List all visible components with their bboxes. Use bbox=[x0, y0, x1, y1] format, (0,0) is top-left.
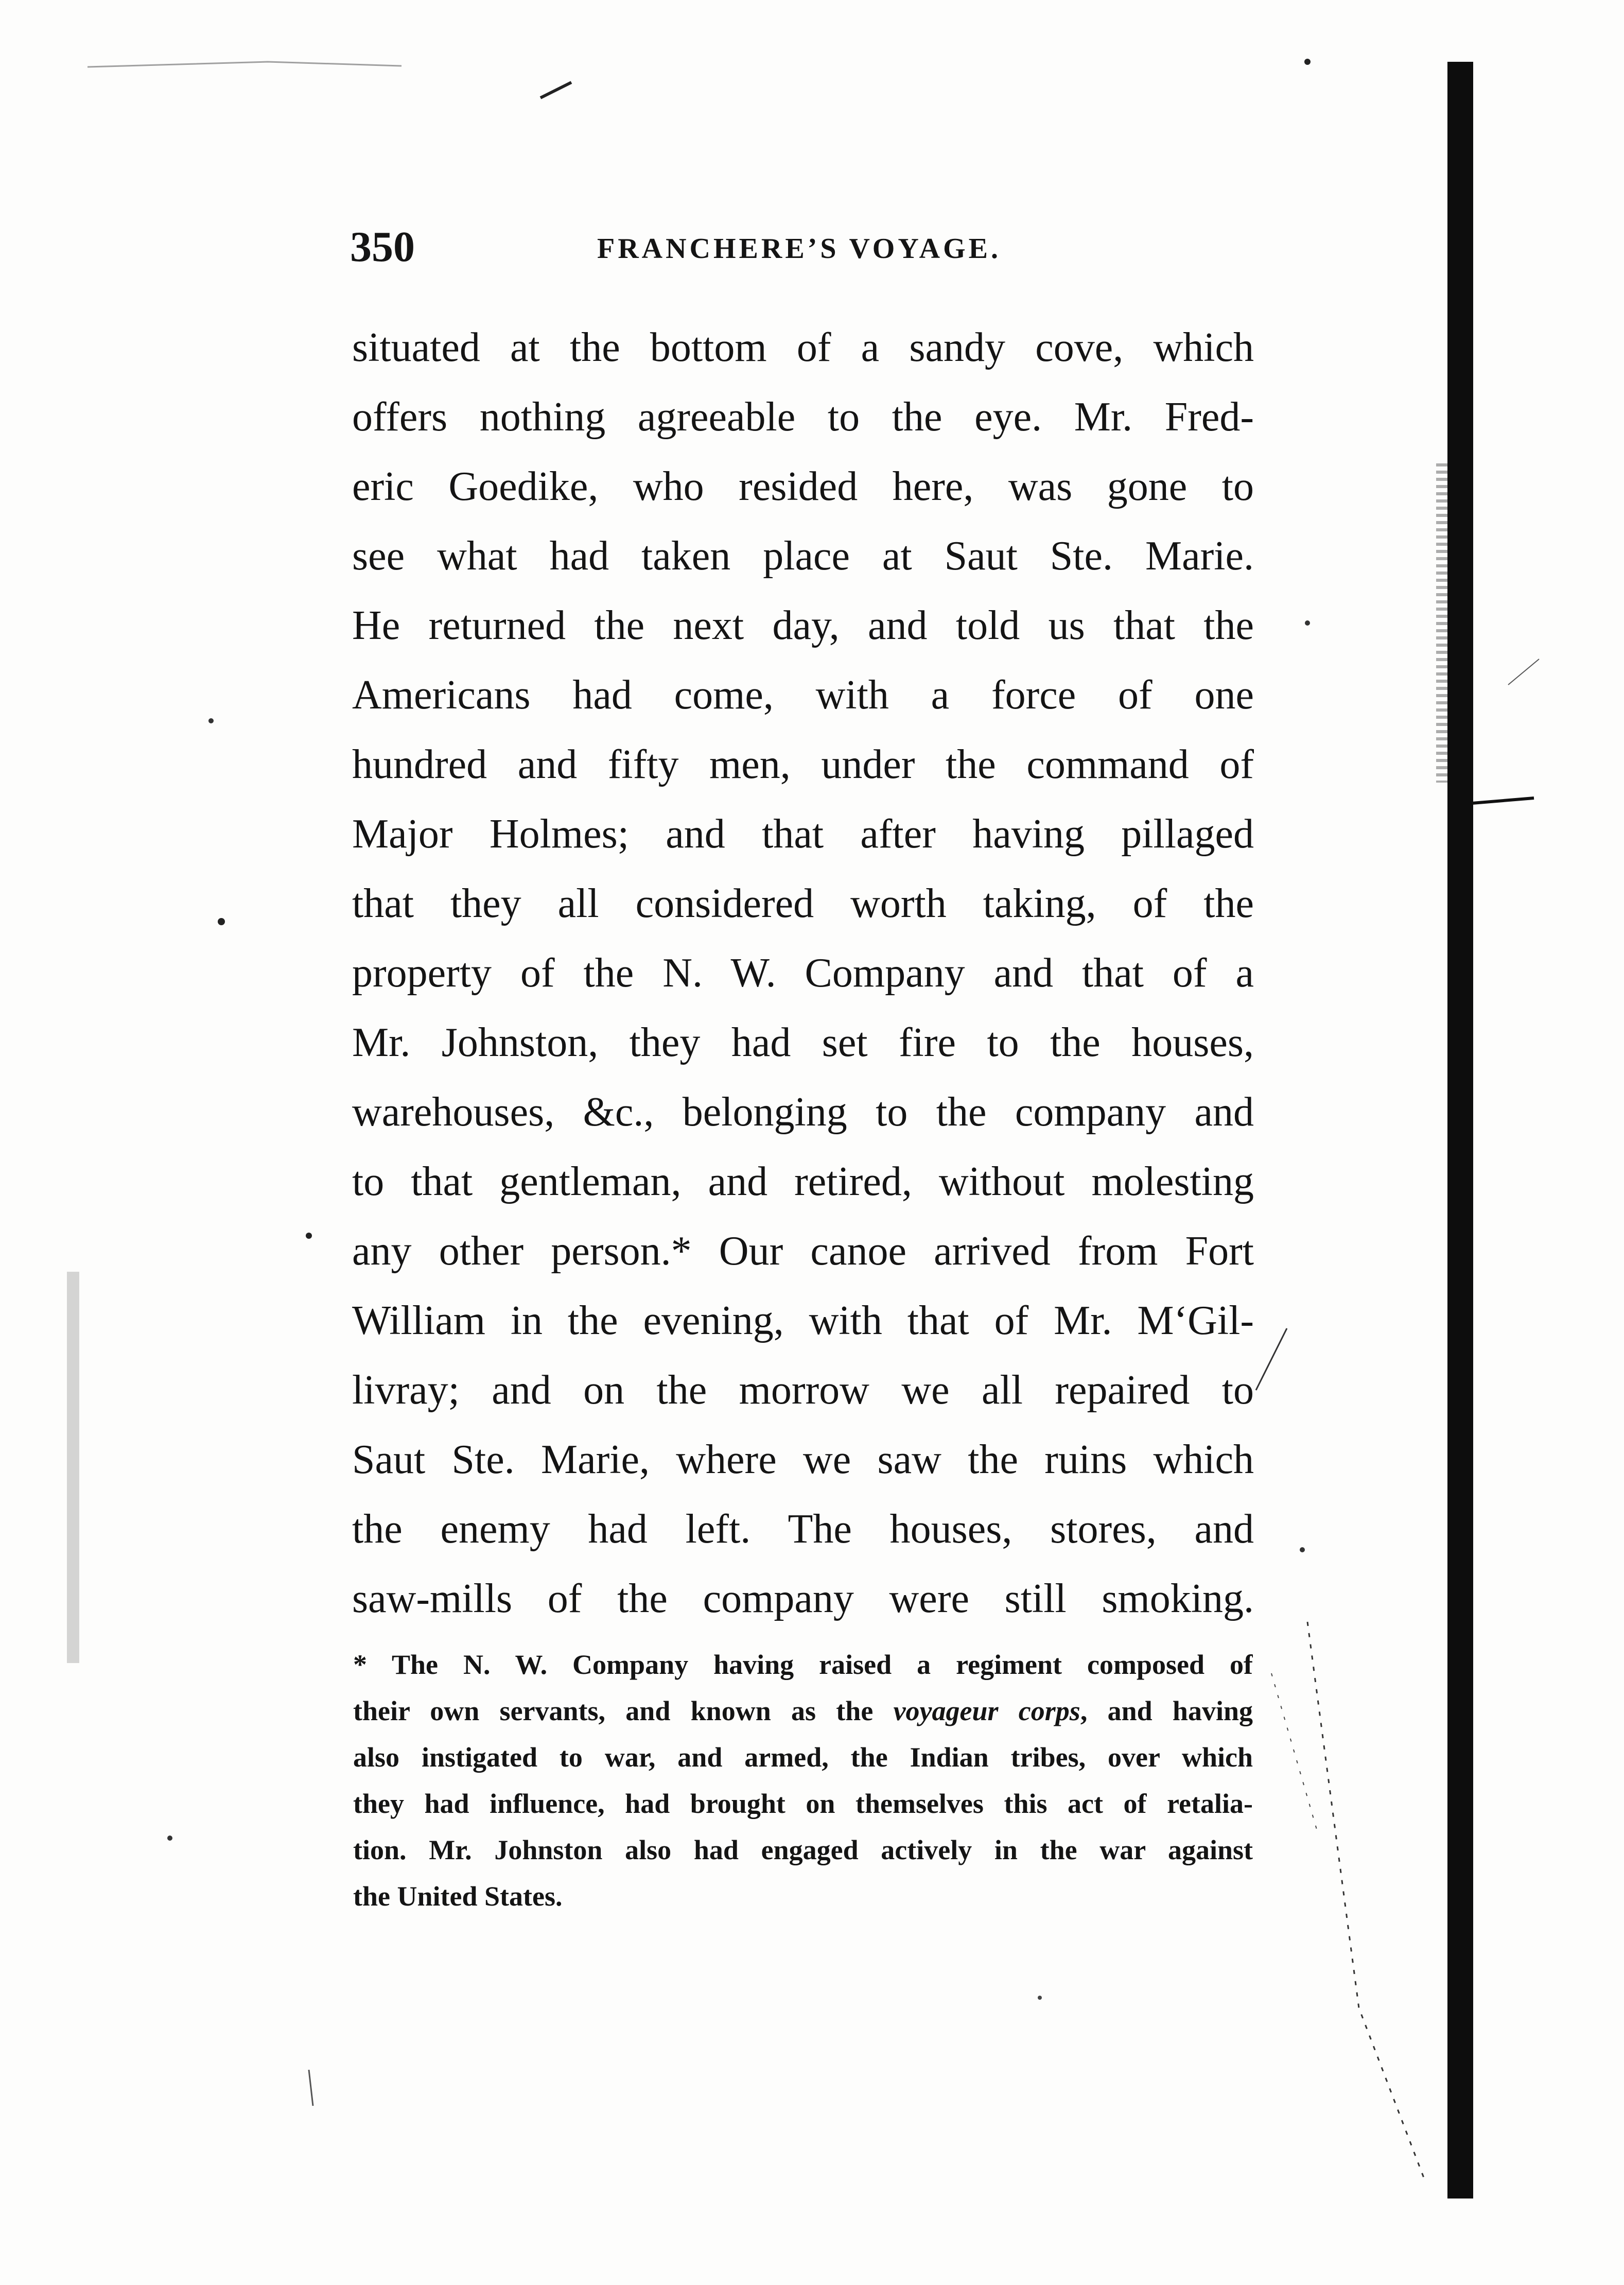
text-line: He returned the next day, and told us that the bbox=[352, 603, 1254, 648]
footnote-line: * The N. W. Company having raised a regiment composed of bbox=[353, 1649, 1253, 1680]
text-line: William in the evening, with that of Mr. M‘Gil- bbox=[352, 1298, 1254, 1343]
running-title: FRANCHERE’S VOYAGE. bbox=[597, 233, 1001, 265]
footnote-line: they had influence, had brought on themselves this act of retalia- bbox=[353, 1788, 1253, 1819]
text-line: Mr. Johnston, they had set fire to the houses, bbox=[352, 1020, 1254, 1065]
text-line: saw-mills of the company were still smoking. bbox=[352, 1576, 1254, 1621]
footnote-line: the United States. bbox=[353, 1881, 563, 1912]
spine-shadow bbox=[1436, 463, 1447, 783]
text-line: Major Holmes; and that after having pillaged bbox=[352, 811, 1254, 857]
text-line: any other person.* Our canoe arrived from Fort bbox=[352, 1228, 1254, 1274]
footnote-line: tion. Mr. Johnston also had engaged actively in the war against bbox=[353, 1834, 1253, 1865]
page-number: 350 bbox=[350, 223, 415, 271]
text-line: that they all considered worth taking, of the bbox=[352, 881, 1254, 926]
text-line: Saut Ste. Marie, where we saw the ruins which bbox=[352, 1437, 1254, 1482]
text-line: offers nothing agreeable to the eye. Mr. Fred- bbox=[352, 394, 1254, 440]
page-header bbox=[350, 219, 1256, 275]
text-line: to that gentleman, and retired, without molesting bbox=[352, 1159, 1254, 1204]
footnote bbox=[353, 1641, 1253, 1919]
footnote-line: also instigated to war, and armed, the Indian tribes, over which bbox=[353, 1742, 1253, 1773]
footnote-text: their own servants, and known as the bbox=[353, 1695, 894, 1726]
body-text bbox=[352, 313, 1254, 1634]
text-line: property of the N. W. Company and that of a bbox=[352, 950, 1254, 996]
text-line: eric Goedike, who resided here, was gone to bbox=[352, 464, 1254, 509]
text-line: hundred and fifty men, under the command of bbox=[352, 742, 1254, 787]
text-line: livray; and on the morrow we all repaired to bbox=[352, 1367, 1254, 1413]
text-line: the enemy had left. The houses, stores, and bbox=[352, 1507, 1254, 1552]
footnote-line bbox=[353, 1688, 1253, 1734]
text-line: Americans had come, with a force of one bbox=[352, 672, 1254, 718]
text-line: situated at the bottom of a sandy cove, which bbox=[352, 325, 1254, 370]
footnote-italic-term: voyageur corps bbox=[893, 1695, 1080, 1726]
text-line: warehouses, &c., belonging to the company and bbox=[352, 1089, 1254, 1135]
binding-edge bbox=[1447, 62, 1473, 2199]
footnote-text: , and having bbox=[1080, 1695, 1253, 1726]
text-line: see what had taken place at Saut Ste. Marie. bbox=[352, 533, 1254, 579]
